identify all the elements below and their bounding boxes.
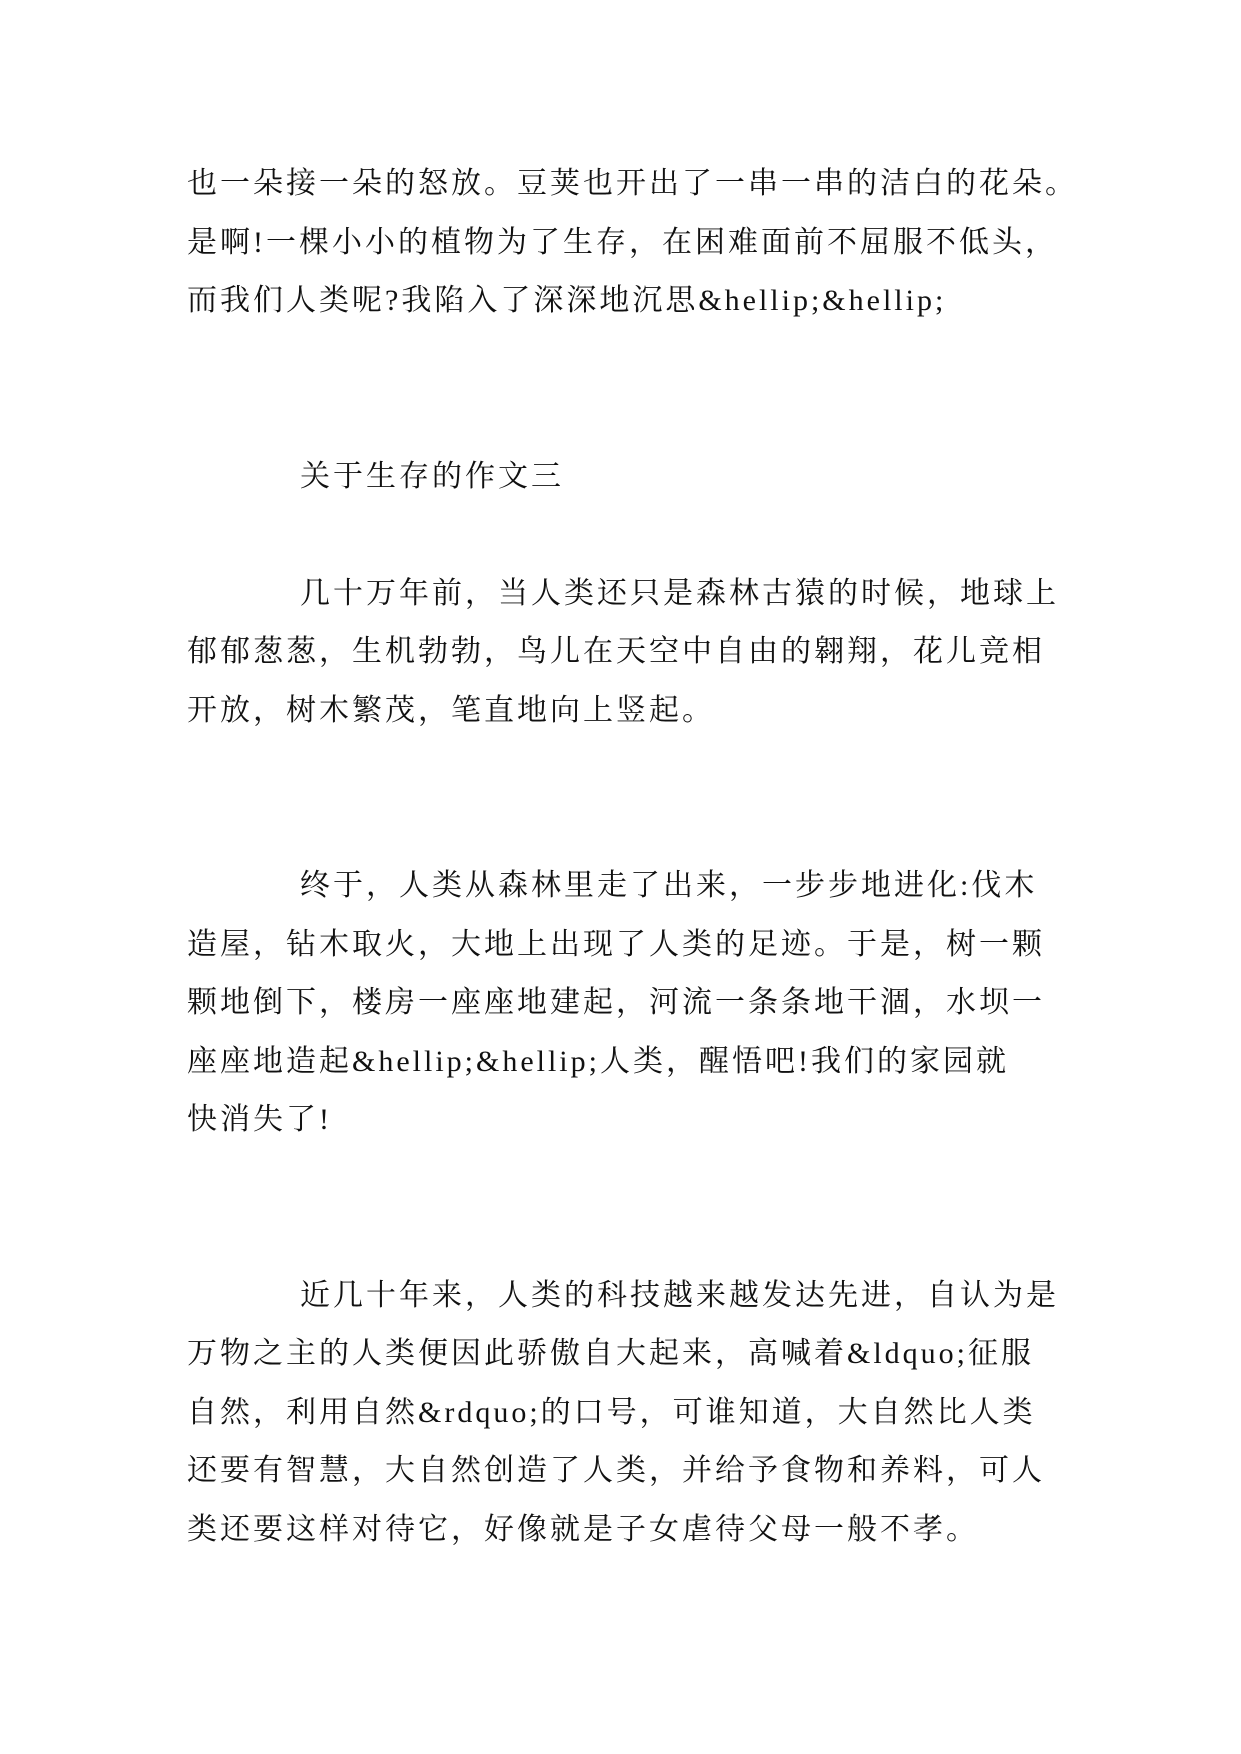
- text-line: 自然，利用自然&rdquo;的口号，可谁知道，大自然比人类: [187, 1395, 1036, 1429]
- text-line: 几十万年前，当人类还只是森林古猿的时候，地球上: [300, 576, 1059, 610]
- text-line: 近几十年来，人类的科技越来越发达先进，自认为是: [300, 1278, 1059, 1312]
- paragraph: [0, 1267, 1241, 1560]
- text-line: 万物之主的人类便因此骄傲自大起来，高喊着&ldquo;征服: [187, 1337, 1035, 1370]
- text-line: 郁郁葱葱，生机勃勃，鸟儿在天空中自由的翱翔，花儿竞相: [187, 635, 1045, 668]
- text-line: 开放，树木繁茂，笔直地向上竖起。: [187, 693, 715, 727]
- paragraph: [0, 565, 1241, 741]
- text-line: 是啊!一棵小小的植物为了生存，在困难面前不屈服不低头，: [187, 225, 1058, 259]
- text-line: 也一朵接一朵的怒放。豆荚也开出了一串一串的洁白的花朵。: [187, 167, 1078, 200]
- essay-title: 关于生存的作文三: [300, 459, 564, 493]
- paragraph: [0, 857, 1241, 1150]
- text-line: 还要有智慧，大自然创造了人类，并给予食物和养料，可人: [187, 1454, 1045, 1487]
- text-line: 颗地倒下，楼房一座座地建起，河流一条条地干涸，水坝一: [187, 986, 1045, 1019]
- text-line: 而我们人类呢?我陷入了深深地沉思&hellip;&hellip;: [187, 284, 947, 317]
- text-line: 造屋，钻木取火，大地上出现了人类的足迹。于是，树一颗: [187, 927, 1045, 961]
- continued-paragraph: [0, 155, 1241, 331]
- text-line: 类还要这样对待它，好像就是子女虐待父母一般不孝。: [187, 1512, 979, 1546]
- text-line: 终于，人类从森林里走了出来，一步步地进化:伐木: [300, 869, 1038, 902]
- text-line: 快消失了!: [187, 1103, 332, 1136]
- text-line: 座座地造起&hellip;&hellip;人类，醒悟吧!我们的家园就: [187, 1044, 1009, 1078]
